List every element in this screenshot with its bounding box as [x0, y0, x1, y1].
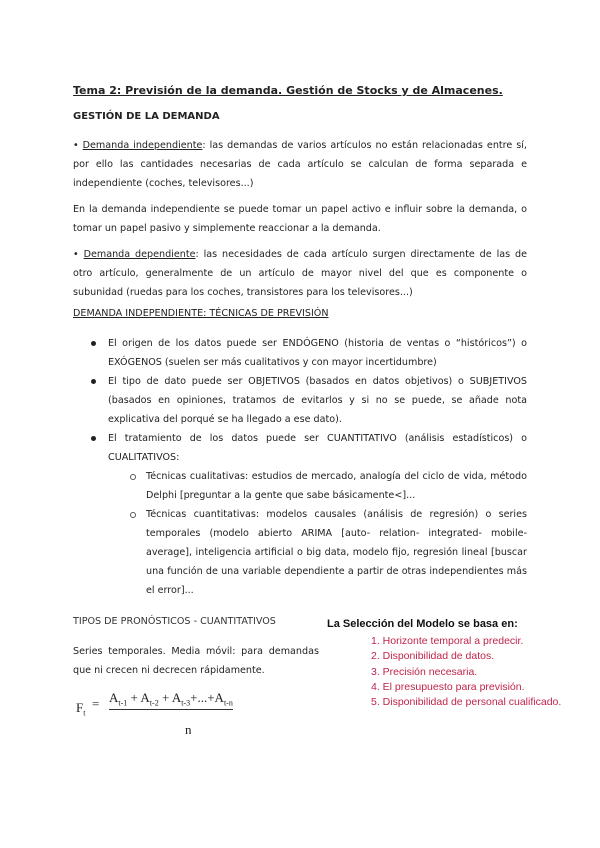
- paragraph-text: : las demandas de varios artículos no están relacionadas entre sí, por ello las cantidades necesarias de cada artículo se calculan de forma separada e independiente (coches, televisores...): [73, 140, 527, 189]
- section-heading: TIPOS DE PRONÓSTICOS - CUANTITATIVOS: [73, 616, 276, 627]
- model-selection-title: La Selección del Modelo se basa en:: [327, 618, 518, 630]
- sub-list-item: Técnicas cualitativas: estudios de mercado, analogía del ciclo de vida, método Delphi [preguntar a la gente que sabe básicamente<]...: [73, 467, 527, 505]
- list-item: El tipo de dato puede ser OBJETIVOS (basados en datos objetivos) o SUBJETIVOS (basados en opiniones, tratamos de evitarlos y si no se puede, se añade nota explicativa del porqué se ha llegado a ese dato).: [73, 372, 527, 429]
- paragraph: Series temporales. Media móvil: para demandas que ni crecen ni decrecen rápidamente.: [73, 646, 319, 676]
- moving-average-formula: $F_t$ = $A_{t-1} + A_{t-2} + A_{t-3}+...+A_{t-n}$ n: [76, 690, 233, 737]
- section-heading: DEMANDA INDEPENDIENTE: TÉCNICAS DE PREVISIÓN: [73, 308, 329, 319]
- paragraph: En la demanda independiente se puede tomar un papel activo e influir sobre la demanda, o tomar un papel pasivo y simplemente reaccionar a la demanda.: [73, 204, 527, 234]
- bullet-list: [73, 334, 527, 600]
- paragraph-text: : las necesidades de cada artículo surgen directamente de las de otro artículo, generalmente de un artículo de mayor nivel del que es componente o subunidad (ruedas para los coches, transistores para los televisores...): [73, 249, 527, 298]
- term: Demanda independiente: [82, 140, 203, 151]
- list-item: 3. Precisión necesaria.: [371, 665, 478, 678]
- list-item: 1. Horizonte temporal a predecir.: [371, 635, 524, 647]
- model-criteria-list: [371, 634, 561, 710]
- list-item: 2. Disponibilidad de datos.: [371, 650, 495, 663]
- document-title: Tema 2: Previsión de la demanda. Gestión de Stocks y de Almacenes.: [73, 84, 503, 97]
- paragraph-dependent-demand: • Demanda dependiente: las necesidades de cada artículo surgen directamente de las de otro artículo, generalmente de un artículo de mayor nivel del que es componente o subunidad (ruedas para los coches, transistores para los televisores...): [73, 249, 527, 298]
- sub-list-item: Técnicas cuantitativas: modelos causales (análisis de regresión) o series temporales (modelo abierto ARIMA [auto- relation- integrated- mobile-average], inteligencia artificial o big data, modelo fijo, regresión lineal [buscar una función de una variable dependiente a partir de otras independientes más el error]...: [73, 505, 527, 600]
- list-item: 4. El presupuesto para previsión.: [371, 680, 525, 693]
- paragraph-independent-demand: • Demanda independiente: las demandas de varios artículos no están relacionadas entre sí, por ello las cantidades necesarias de cada artículo se calculan de forma separada e independiente (coches, televisores...): [73, 140, 527, 189]
- term: Demanda dependiente: [83, 249, 196, 260]
- list-item: El origen de los datos puede ser ENDÓGENO (historia de ventas o “históricos”) o EXÓGENOS (suelen ser más cualitativos y con mayor incertidumbre): [73, 334, 527, 372]
- list-item: 5. Disponibilidad de personal cualificado.: [371, 696, 562, 709]
- list-item: El tratamiento de los datos puede ser CUANTITATIVO (análisis estadísticos) o CUALITATIVOS:: [73, 429, 527, 467]
- section-heading: GESTIÓN DE LA DEMANDA: [73, 111, 220, 122]
